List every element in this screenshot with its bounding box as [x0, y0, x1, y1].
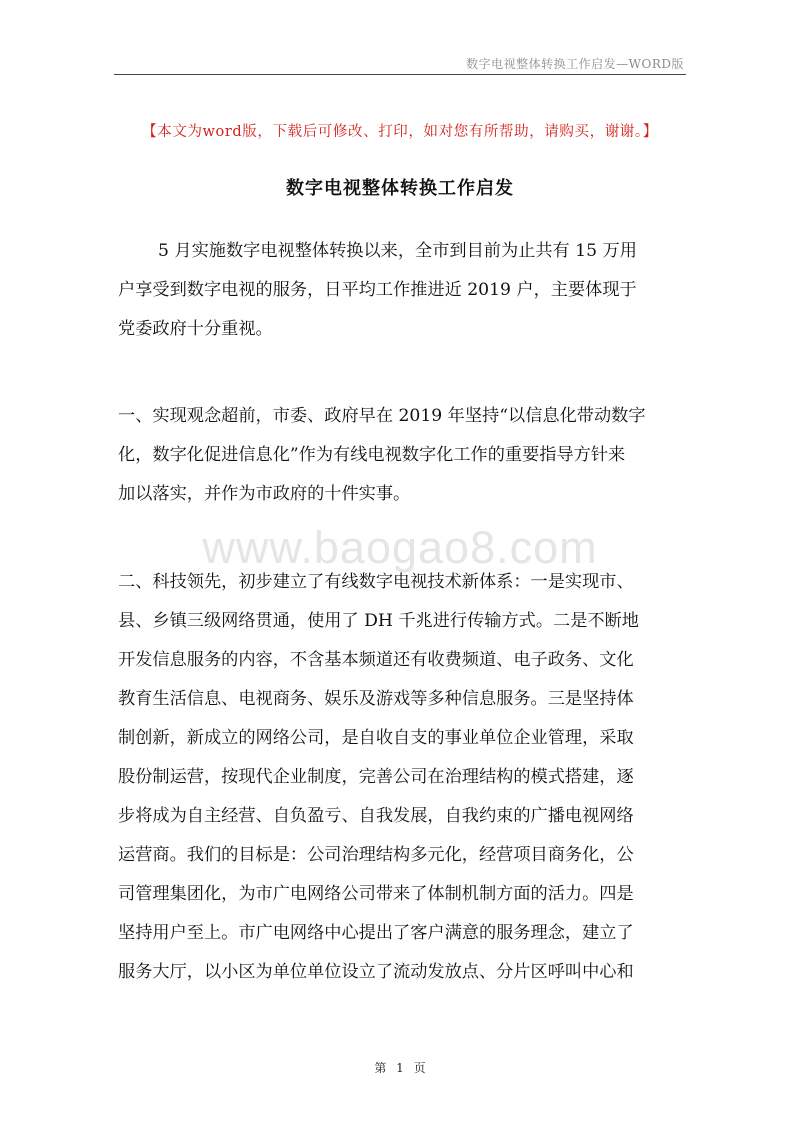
text-line: 开发信息服务的内容，不含基本频道还有收费频道、电子政务、文化 — [118, 650, 634, 670]
text-line: 教育生活信息、电视商务、娱乐及游戏等多种信息服务。三是坚持体 — [118, 689, 634, 709]
text-line: 股份制运营，按现代企业制度，完善公司在治理结构的模式搭建，逐 — [118, 767, 634, 787]
text-line: 步将成为自主经营、自负盈亏、自我发展，自我约束的广播电视网络 — [118, 806, 634, 826]
paragraph-section-two — [118, 563, 684, 992]
page-suffix: 页 — [413, 1061, 426, 1075]
text-line: 党委政府十分重视。 — [118, 319, 273, 339]
text-line: 一、实现观念超前，市委、政府早在 2019 年坚持“以信息化带动数字 — [118, 406, 646, 426]
page-footer — [0, 1059, 800, 1076]
text-line: 二、科技领先，初步建立了有线数字电视技术新体系：一是实现市、 — [118, 572, 634, 592]
text-line: 运营商。我们的目标是：公司治理结构多元化，经营项目商务化，公 — [118, 845, 634, 865]
text-line: 制创新，新成立的网络公司，是自收自支的事业单位企业管理，采取 — [118, 728, 634, 748]
text-line: 服务大厅，以小区为单位单位设立了流动发放点、分片区呼叫中心和 — [118, 962, 634, 982]
site-watermark: www.baogao8.com — [202, 522, 598, 573]
text-line: 司管理集团化，为市广电网络公司带来了体制机制方面的活力。四是 — [118, 884, 634, 904]
text-line: 坚持用户至上。市广电网络中心提出了客户满意的服务理念，建立了 — [118, 923, 634, 943]
text-line: 5 月实施数字电视整体转换以来，全市到目前为止共有 15 万用 — [158, 241, 637, 261]
text-line: 化，数字化促进信息化”作为有线电视数字化工作的重要指导方针来 — [118, 445, 626, 465]
page-prefix: 第 — [374, 1061, 387, 1075]
text-line: 县、乡镇三级网络贯通，使用了 DH 千兆进行传输方式。二是不断地 — [118, 611, 639, 631]
running-header: 数字电视整体转换工作启发—WORD版 — [466, 57, 684, 71]
text-line: 加以落实，并作为市政府的十件实事。 — [118, 484, 411, 504]
page-number: 1 — [396, 1061, 404, 1075]
header-divider — [114, 74, 686, 75]
document-title: 数字电视整体转换工作启发 — [286, 178, 514, 199]
purchase-notice: 【本文为word版，下载后可修改、打印，如对您有所帮助，请购买，谢谢。】 — [142, 124, 658, 140]
paragraph-intro — [118, 232, 684, 349]
text-line: 户享受到数字电视的服务，日平均工作推进近 2019 户，主要体现于 — [118, 280, 637, 300]
paragraph-section-one — [118, 397, 684, 514]
